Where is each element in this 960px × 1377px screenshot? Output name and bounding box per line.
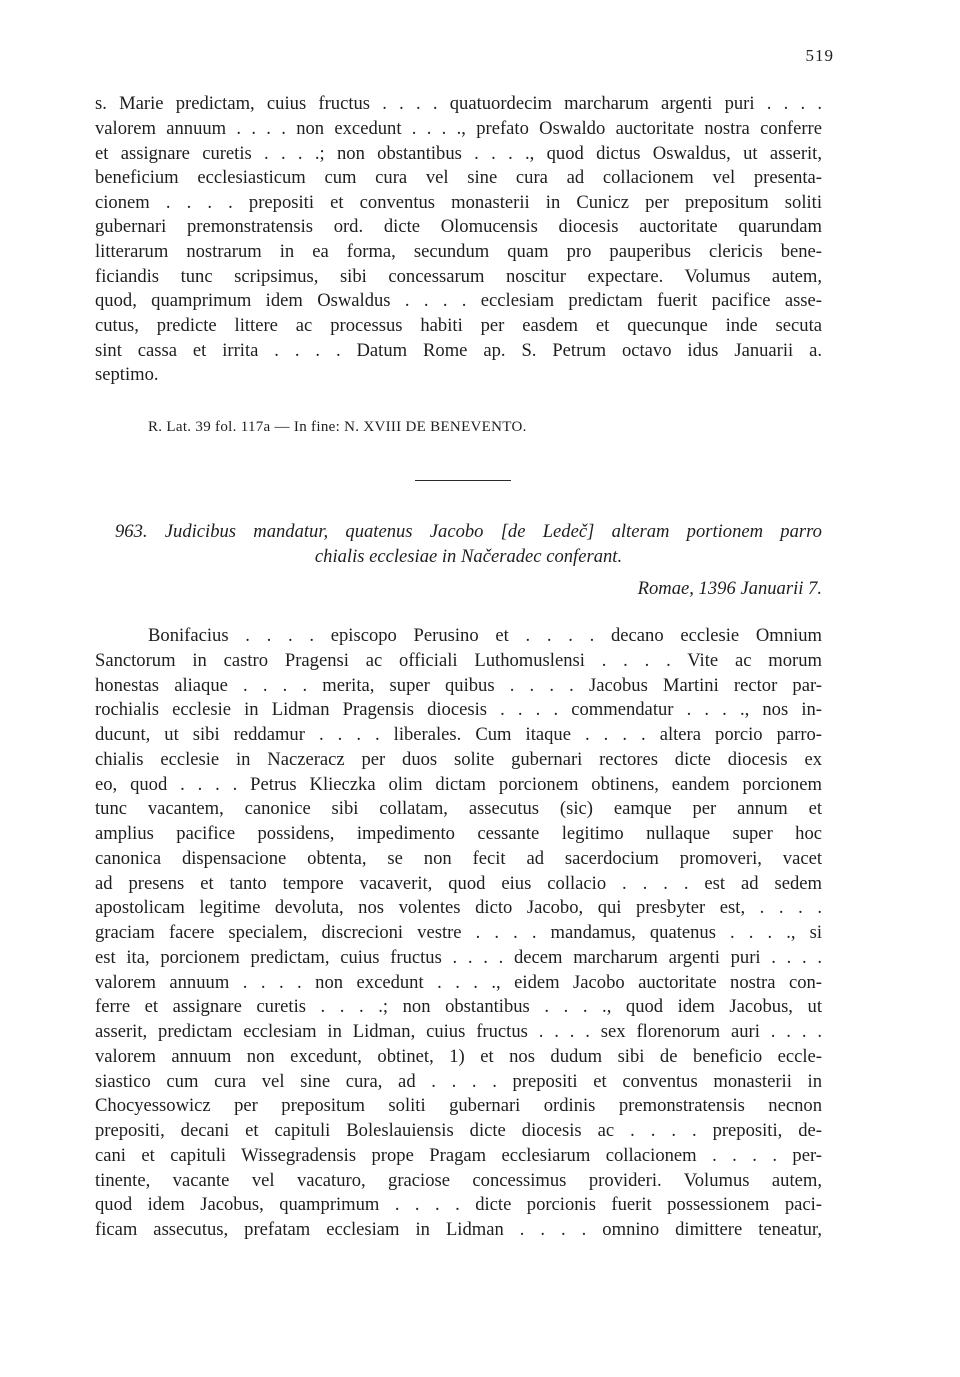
- text-line: beneficium ecclesiasticum cum cura vel sine cura ad collacionem vel presenta-: [95, 167, 822, 188]
- text-line: Sanctorum in castro Pragensi ac officiali Luthomuslensi . . . . Vite ac morum: [95, 650, 822, 671]
- text-line: valorem annuum . . . . non excedunt . . . ., prefato Oswaldo auctoritate nostra conferre: [95, 118, 822, 139]
- text-line: tinente, vacante vel vacaturo, graciose concessimus provideri. Volumus autem,: [95, 1170, 822, 1191]
- text-line: septimo.: [95, 364, 159, 385]
- text-line: Bonifacius . . . . episcopo Perusino et . . . . decano ecclesie Omnium: [148, 625, 822, 646]
- document-number: 963.: [115, 521, 148, 542]
- heading-text-1: Judicibus mandatur, quatenus Jacobo [de Ledeč] alteram portionem parro: [164, 521, 822, 542]
- text-line: cani et capituli Wissegradensis prope Pragam ecclesiarum collacionem . . . . per-: [95, 1145, 822, 1166]
- text-line: ducunt, ut sibi reddamur . . . . liberales. Cum itaque . . . . altera porcio parro-: [95, 724, 822, 745]
- text-line: chialis ecclesie in Naczeracz per duos solite gubernari rectores dicte diocesis ex: [95, 749, 822, 770]
- text-line: canonica dispensacione obtenta, se non fecit ad sacerdocium promoveri, vacet: [95, 848, 822, 869]
- heading-line-2: chialis ecclesiae in Načeradec conferant.: [314, 546, 623, 567]
- text-line: valorem annuum . . . . non excedunt . . . ., eidem Jacobo auctoritate nostra con-: [95, 972, 822, 993]
- text-line: Chocyessowicz per prepositum soliti gubernari ordinis premonstratensis necnon: [95, 1095, 822, 1116]
- source-reference: R. Lat. 39 fol. 117a — In fine: N. XVIII DE BENEVENTO.: [148, 419, 527, 435]
- text-line: eo, quod . . . . Petrus Klieczka olim dictam porcionem obtinens, eandem porcionem: [95, 774, 822, 795]
- text-line: ferre et assignare curetis . . . .; non obstantibus . . . ., quod idem Jacobus, ut: [95, 996, 822, 1017]
- text-line: est ita, porcionem predictam, cuius fructus . . . . decem marcharum argenti puri . . . .: [95, 947, 822, 968]
- text-line: s. Marie predictam, cuius fructus . . . . quatuordecim marcharum argenti puri . . . .: [95, 93, 822, 114]
- text-line: graciam facere specialem, discrecioni vestre . . . . mandamus, quatenus . . . ., si: [95, 922, 822, 943]
- text-line: ad presens et tanto tempore vacaverit, quod eius collacio . . . . est ad sedem: [95, 873, 822, 894]
- text-line: gubernari premonstratensis ord. dicte Olomucensis diocesis auctoritate quarundam: [95, 216, 822, 237]
- text-line: cionem . . . . prepositi et conventus monasterii in Cunicz per prepositum soliti: [95, 192, 822, 213]
- section-divider: [415, 480, 511, 481]
- text-line: asserit, predictam ecclesiam in Lidman, cuius fructus . . . . sex florenorum auri . . . .: [95, 1021, 822, 1042]
- text-line: apostolicam legitime devoluta, nos volentes dicto Jacobo, qui presbyter est, . . . .: [95, 897, 822, 918]
- text-line: quod, quamprimum idem Oswaldus . . . . ecclesiam predictam fuerit pacifice asse-: [95, 290, 822, 311]
- text-line: siastico cum cura vel sine cura, ad . . . . prepositi et conventus monasterii in: [95, 1071, 822, 1092]
- document-dateline: Romae, 1396 Januarii 7.: [637, 578, 822, 599]
- text-line: prepositi, decani et capituli Boleslauiensis dicte diocesis ac . . . . prepositi, de-: [95, 1120, 822, 1141]
- heading-line-1: [115, 519, 822, 544]
- text-line: ficiandis tunc scripsimus, sibi concessarum noscitur expectare. Volumus autem,: [95, 266, 822, 287]
- text-line: amplius pacifice possidens, impedimento cessante legitimo nullaque super hoc: [95, 823, 822, 844]
- text-line: ficam assecutus, prefatam ecclesiam in Lidman . . . . omnino dimittere teneatur,: [95, 1219, 822, 1240]
- text-line: sint cassa et irrita . . . . Datum Rome ap. S. Petrum octavo idus Januarii a.: [95, 340, 822, 361]
- text-line: rochialis ecclesie in Lidman Pragensis diocesis . . . . commendatur . . . ., nos in-: [95, 699, 822, 720]
- text-line: valorem annuum non excedunt, obtinet, 1) et nos dudum sibi de beneficio eccle-: [95, 1046, 822, 1067]
- document-heading: [115, 519, 822, 569]
- text-line: cutus, predicte littere ac processus habiti per easdem et quecunque inde secuta: [95, 315, 822, 336]
- text-line: litterarum nostrarum in ea forma, secundum quam pro pauperibus clericis bene-: [95, 241, 822, 262]
- page-number: 519: [805, 46, 834, 65]
- text-line: quod idem Jacobus, quamprimum . . . . dicte porcionis fuerit possessionem paci-: [95, 1194, 822, 1215]
- text-line: et assignare curetis . . . .; non obstantibus . . . ., quod dictus Oswaldus, ut asserit,: [95, 143, 822, 164]
- text-line: honestas aliaque . . . . merita, super quibus . . . . Jacobus Martini rector par-: [95, 675, 822, 696]
- text-line: tunc vacantem, canonice sibi collatam, assecutus (sic) eamque per annum et: [95, 798, 822, 819]
